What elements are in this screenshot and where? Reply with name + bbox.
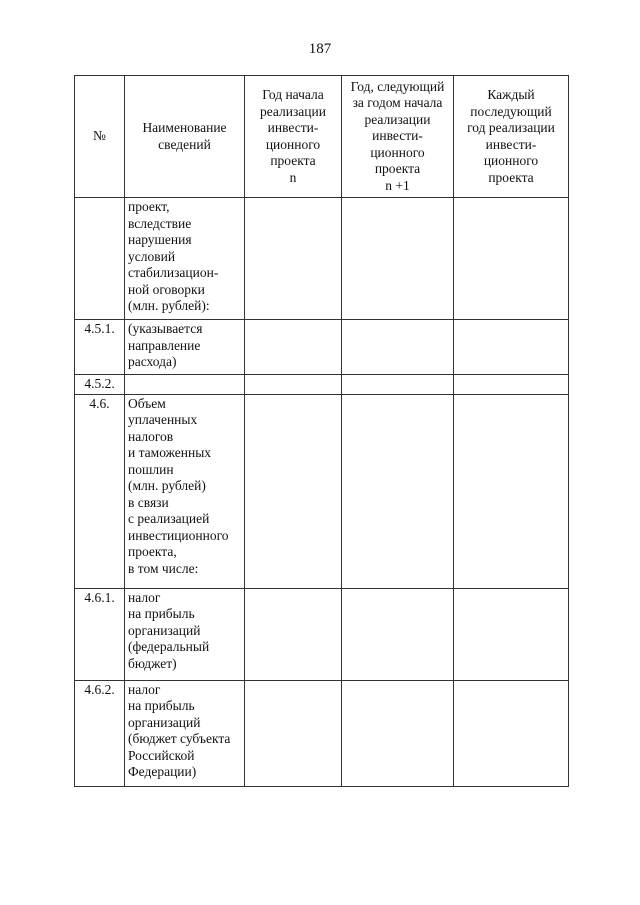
row-number: 4.5.1.	[75, 320, 125, 375]
row-name: Объем уплаченных налогов и таможенных пошлин (млн. рублей) в связи с реализацией инвестиционного проекта, в том числе:	[125, 394, 245, 588]
row-value-following	[454, 394, 569, 588]
table-row	[75, 588, 569, 680]
row-value-year-start	[245, 320, 342, 375]
row-number: 4.5.2.	[75, 375, 125, 395]
row-value-year-start	[245, 375, 342, 395]
row-value-year-next	[342, 320, 454, 375]
row-value-following	[454, 320, 569, 375]
row-value-year-start	[245, 394, 342, 588]
row-value-year-start	[245, 198, 342, 320]
table-row	[75, 375, 569, 395]
row-name: (указывается направление расхода)	[125, 320, 245, 375]
row-number: 4.6.1.	[75, 588, 125, 680]
row-value-year-next	[342, 198, 454, 320]
row-value-year-next	[342, 375, 454, 395]
row-value-following	[454, 375, 569, 395]
row-value-year-start	[245, 588, 342, 680]
table-row	[75, 198, 569, 320]
header-year-start: Год начала реализации инвести- ционного проекта n	[245, 76, 342, 198]
row-value-following	[454, 588, 569, 680]
header-number: №	[75, 76, 125, 198]
row-name: налог на прибыль организаций (бюджет субъекта Российской Федерации)	[125, 680, 245, 786]
table-header-row	[75, 76, 569, 198]
table-row	[75, 394, 569, 588]
row-value-year-next	[342, 680, 454, 786]
row-value-following	[454, 198, 569, 320]
data-table	[74, 75, 569, 787]
page-number: 187	[308, 41, 332, 57]
header-year-next: Год, следующий за годом начала реализации инвести- ционного проекта n +1	[342, 76, 454, 198]
row-name: проект, вследствие нарушения условий стабилизацион- ной оговорки (млн. рублей):	[125, 198, 245, 320]
row-number	[75, 198, 125, 320]
row-value-year-start	[245, 680, 342, 786]
table-row	[75, 680, 569, 786]
row-value-year-next	[342, 394, 454, 588]
row-name	[125, 375, 245, 395]
header-name: Наименование сведений	[125, 76, 245, 198]
row-value-following	[454, 680, 569, 786]
row-number: 4.6.	[75, 394, 125, 588]
row-name: налог на прибыль организаций (федеральный бюджет)	[125, 588, 245, 680]
row-number: 4.6.2.	[75, 680, 125, 786]
row-value-year-next	[342, 588, 454, 680]
table-row	[75, 320, 569, 375]
header-each-following-year: Каждый последующий год реализации инвести- ционного проекта	[454, 76, 569, 198]
